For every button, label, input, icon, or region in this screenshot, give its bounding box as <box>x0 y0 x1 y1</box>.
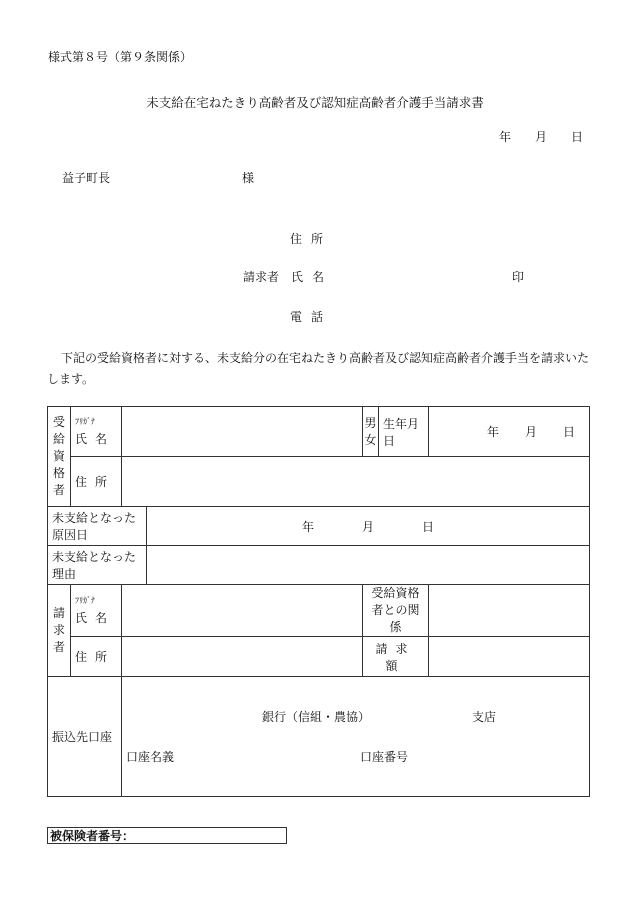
transfer-account-field[interactable] <box>122 677 590 797</box>
claimant-phone-label: 電話 <box>290 310 333 324</box>
claim-amount-field[interactable] <box>429 637 590 677</box>
requester-name-label: ﾌﾘｶﾞﾅ 氏名 <box>71 585 122 637</box>
claimant-address-label: 住所 <box>290 232 333 246</box>
cause-date-label: 未支給となった原因日 <box>48 507 147 546</box>
date-year-label: 年 <box>499 130 512 144</box>
transfer-account-label: 振込先口座 <box>48 677 122 797</box>
claim-amount-label: 請求額 <box>363 637 429 677</box>
recipient-header: 受給資格者 <box>48 407 71 507</box>
account-number-label: 口座番号 <box>360 750 409 764</box>
form-number: 様式第８号（第９条関係） <box>48 50 193 64</box>
requester-address-label: 住所 <box>71 637 122 677</box>
recipient-address-label: 住所 <box>71 457 122 507</box>
relation-label: 受給資格者との関係 <box>363 585 429 637</box>
insured-number-field[interactable] <box>47 827 287 844</box>
relation-field[interactable] <box>429 585 590 637</box>
requester-name-field[interactable] <box>122 585 363 637</box>
addressee-honorific: 様 <box>242 171 255 185</box>
sex-label: 男女 <box>363 407 379 457</box>
branch-label: 支店 <box>472 710 497 724</box>
bank-label: 銀行（信組・農協） <box>262 710 371 724</box>
document-title: 未支給在宅ねたきり高齢者及び認知症高齢者介護手当請求書 <box>146 95 484 110</box>
addressee-mayor: 益子町長 <box>62 171 111 185</box>
insured-number-label: 被保険者番号： <box>50 829 135 843</box>
request-form-table <box>47 406 590 797</box>
date-day-label: 日 <box>571 130 584 144</box>
recipient-name-label: ﾌﾘｶﾞﾅ 氏名 <box>71 407 122 457</box>
date-month-label: 月 <box>535 130 548 144</box>
claimant-name-label: 氏名 <box>291 270 334 284</box>
requester-header: 請求者 <box>48 585 71 677</box>
recipient-name-field[interactable] <box>122 407 363 457</box>
seal-label: 印 <box>512 270 525 284</box>
reason-field[interactable] <box>147 546 590 585</box>
birth-date-field[interactable]: 年 月 日 <box>429 407 590 457</box>
recipient-address-field[interactable] <box>122 457 590 507</box>
cause-date-field[interactable]: 年 月 日 <box>147 507 590 546</box>
claimant-requester-label: 請求者 <box>243 270 280 284</box>
birth-date-label: 生年月日 <box>379 407 429 457</box>
requester-address-field[interactable] <box>122 637 363 677</box>
reason-label: 未支給となった理由 <box>48 546 147 585</box>
intro-paragraph: 下記の受給資格者に対する、未支給分の在宅ねたきり高齢者及び認知症高齢者介護手当を請求いたします。 <box>47 351 590 386</box>
account-holder-label: 口座名義 <box>126 750 175 764</box>
